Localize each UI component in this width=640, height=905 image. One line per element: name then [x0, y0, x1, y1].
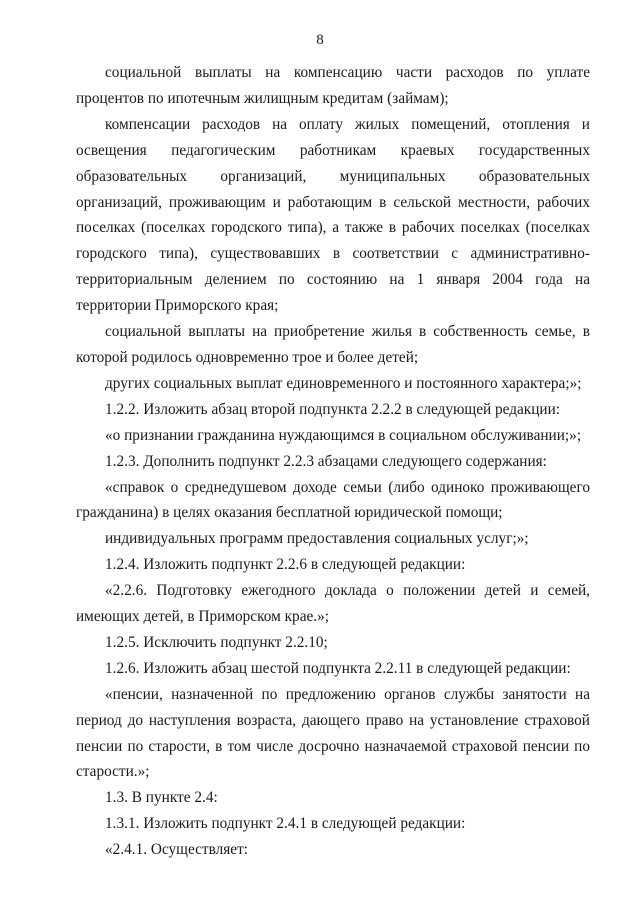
paragraph-pension-early: «пенсии, назначенной по предложению органов службы занятости на период до наступления возраста, дающего право на установление страховой пенсии по старости, в том числе досрочно назначаемой страховой пенсии по старости.»; — [76, 685, 590, 781]
paragraph-other-social-payments: других социальных выплат единовременного и постоянного характера;»; — [105, 374, 582, 392]
page-number: 8 — [316, 32, 324, 48]
paragraph-item-1-2-6: 1.2.6. Изложить абзац шестой подпункта 2.2.11 в следующей редакции: — [105, 659, 571, 677]
paragraph-item-2-4-1: «2.4.1. Осуществляет: — [105, 841, 249, 859]
paragraph-mortgage-payment: социальной выплаты на компенсацию части расходов по уплате процентов по ипотечным жилищным кредитам (займам); — [76, 64, 590, 107]
paragraph-income-certificates: «справок о среднедушевом доходе семьи (либо одиноко проживающего гражданина) в целях оказания бесплатной юридической помощи; — [76, 478, 590, 522]
paragraph-item-1-2-2: 1.2.2. Изложить абзац второй подпункта 2.2.2 в следующей редакции: — [105, 400, 561, 418]
paragraph-item-1-3: 1.3. В пункте 2.4: — [105, 789, 218, 807]
paragraph-item-1-2-5: 1.2.5. Исключить подпункт 2.2.10; — [105, 633, 328, 651]
paragraph-teacher-housing-compensation: компенсации расходов на оплату жилых помещений, отопления и освещения педагогическим работникам краевых государственных образовательных организаций, муниципальных образовательных организаций, проживающим и работающим в сельской местности, рабочих поселках (поселках городского типа), а также в рабочих поселках (поселках городского типа), существовавших в соответствии с административно-территориальным делением по состоянию на 1 января 2004 года на территории Приморского края; — [76, 115, 590, 315]
paragraph-individual-programs: индивидуальных программ предоставления социальных услуг;»; — [105, 530, 529, 548]
paragraph-item-1-2-3: 1.2.3. Дополнить подпункт 2.2.3 абзацами следующего содержания: — [105, 452, 547, 470]
paragraph-triplets-housing-payment: социальной выплаты на приобретение жилья в собственность семье, в которой родилось одновременно трое и более детей; — [76, 323, 590, 366]
paragraph-item-1-2-4: 1.2.4. Изложить подпункт 2.2.6 в следующей редакции: — [105, 556, 466, 574]
paragraph-social-service-need: «о признании гражданина нуждающимся в социальном обслуживании;»; — [105, 426, 582, 444]
document-body — [76, 60, 590, 863]
paragraph-annual-report: «2.2.6. Подготовку ежегодного доклада о положении детей и семей, имеющих детей, в Приморском крае.»; — [76, 582, 590, 626]
paragraph-item-1-3-1: 1.3.1. Изложить подпункт 2.4.1 в следующей редакции: — [105, 815, 466, 833]
